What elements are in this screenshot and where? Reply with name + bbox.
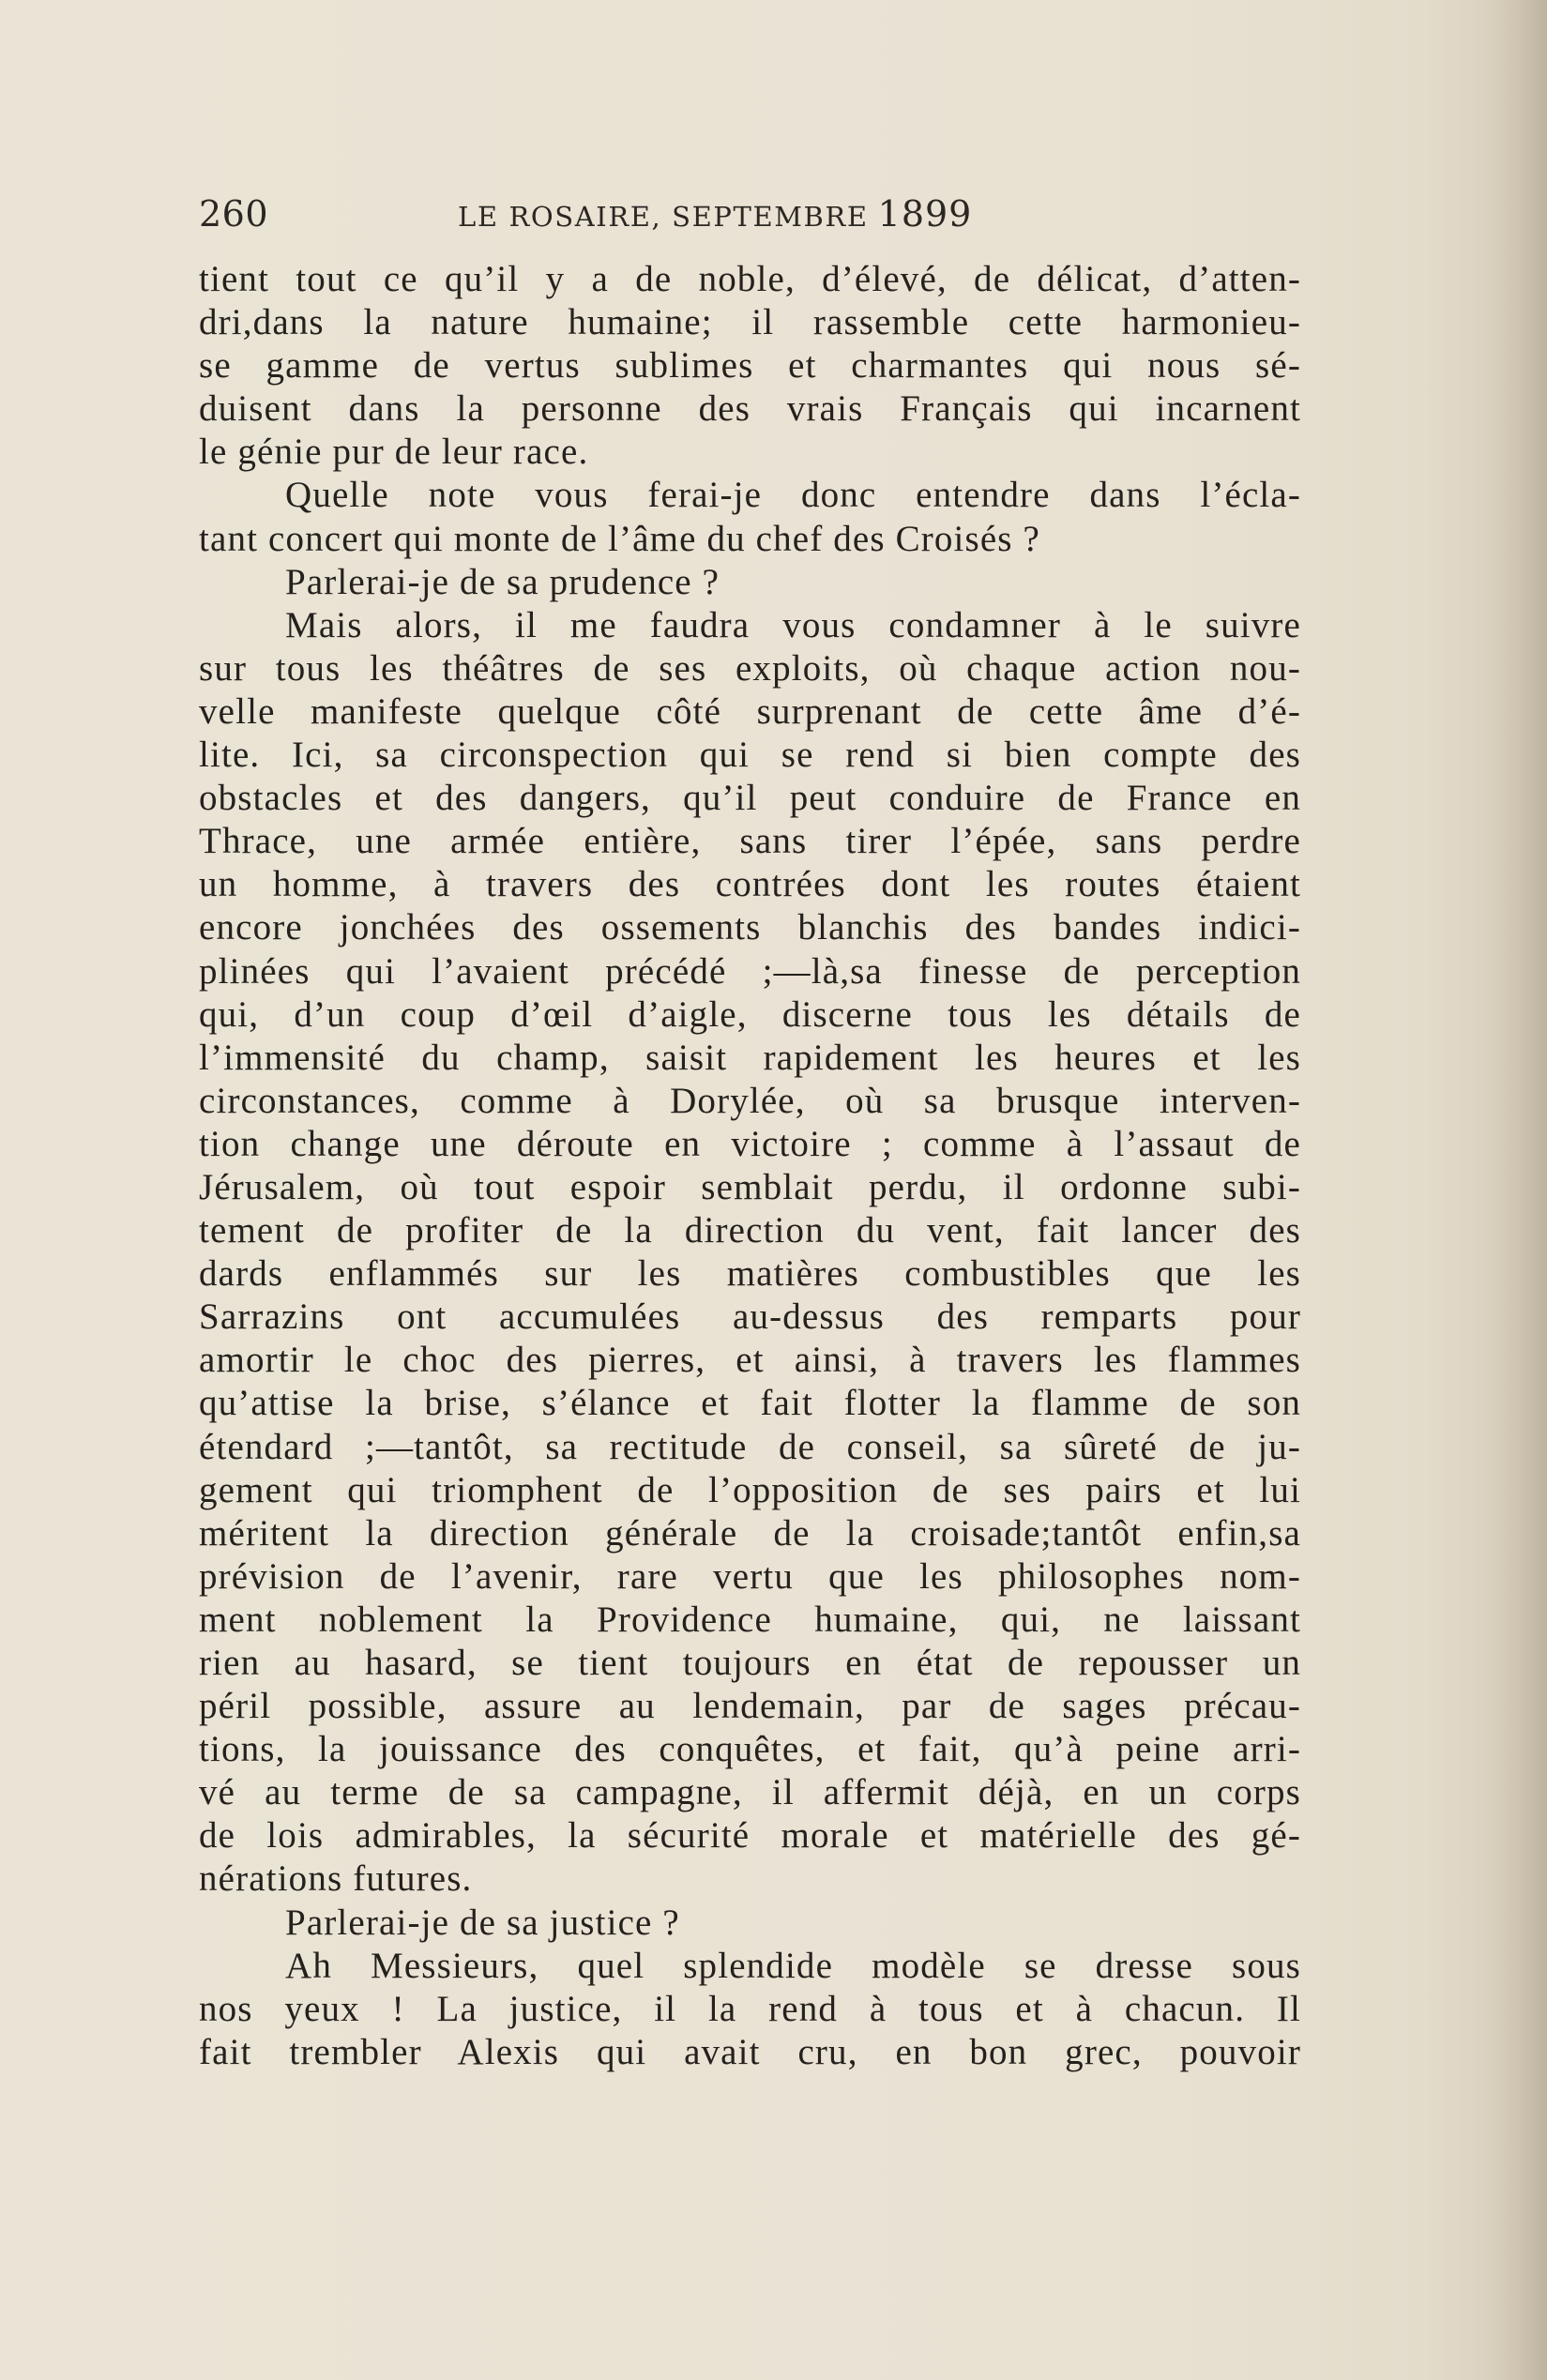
- page-edge-shadow: [1481, 0, 1547, 2380]
- text-line: Jérusalem, où tout espoir semblait perdu, il ordonne subi-: [199, 1166, 1301, 1207]
- text-line: circonstances, comme à Dorylée, où sa brusque interven-: [199, 1080, 1301, 1121]
- text-line: Ah Messieurs, quel splendide modèle se dresse sous: [285, 1945, 1301, 1986]
- text-line: tant concert qui monte de l’âme du chef des Croisés ?: [199, 518, 1040, 559]
- running-title-year: 1899: [877, 193, 973, 235]
- text-line: méritent la direction générale de la croisade;tantôt enfin,sa: [199, 1512, 1301, 1554]
- text-line: qui, d’un coup d’œil d’aigle, discerne tous les détails de: [199, 993, 1301, 1035]
- page-number: 260: [199, 193, 269, 235]
- text-line: dri,dans la nature humaine; il rassemble cette harmonieu-: [199, 302, 1301, 343]
- text-line: étendard ;—tantôt, sa rectitude de conseil, sa sûreté de ju-: [199, 1426, 1301, 1467]
- text-line: nérations futures.: [199, 1858, 473, 1900]
- body-text: [199, 258, 1301, 2074]
- text-line: lite. Ici, sa circonspection qui se rend si bien compte des: [199, 735, 1301, 776]
- text-line: prévision de l’avenir, rare vertu que les philosophes nom-: [199, 1555, 1301, 1597]
- running-title: [458, 190, 972, 240]
- text-line: l’immensité du champ, saisit rapidement les heures et les: [199, 1037, 1301, 1078]
- page-header: [199, 190, 1062, 237]
- text-line: vé au terme de sa campagne, il affermit déjà, en un corps: [199, 1772, 1301, 1813]
- text-line: nos yeux ! La justice, il la rend à tous et à chacun. Il: [199, 1988, 1301, 2029]
- text-line: sur tous les théâtres de ses exploits, où chaque action nou-: [199, 647, 1301, 689]
- text-line: tient tout ce qu’il y a de noble, d’élevé, de délicat, d’atten-: [199, 259, 1301, 299]
- text-line: gement qui triomphent de l’opposition de ses pairs et lui: [199, 1469, 1301, 1510]
- text-line: tement de profiter de la direction du vent, fait lancer des: [199, 1210, 1301, 1251]
- text-line: dards enflammés sur les matières combustibles que les: [199, 1253, 1301, 1295]
- text-line: se gamme de vertus sublimes et charmantes qui nous sé-: [199, 345, 1301, 387]
- text-line: duisent dans la personne des vrais Français qui incarnent: [199, 388, 1301, 430]
- text-line: tions, la jouissance des conquêtes, et fait, qu’à peine arri-: [199, 1729, 1301, 1770]
- text-line: plinées qui l’avaient précédé ;—là,sa finesse de perception: [199, 950, 1301, 992]
- text-line: encore jonchées des ossements blanchis des bandes indici-: [199, 907, 1301, 948]
- text-line: tion change une déroute en victoire ; comme à l’assaut de: [199, 1123, 1301, 1164]
- text-line: péril possible, assure au lendemain, par de sages précau-: [199, 1686, 1301, 1727]
- text-line: Thrace, une armée entière, sans tirer l’épée, sans perdre: [199, 821, 1301, 862]
- text-line: Parlerai-je de sa prudence ?: [285, 561, 720, 602]
- text-line: le génie pur de leur race.: [199, 432, 589, 473]
- text-line: Sarrazins ont accumulées au-dessus des remparts pour: [199, 1296, 1301, 1338]
- text-line: ment noblement la Providence humaine, qui, ne laissant: [199, 1599, 1301, 1640]
- text-line: qu’attise la brise, s’élance et fait flotter la flamme de son: [199, 1383, 1301, 1424]
- text-line: amortir le choc des pierres, et ainsi, à travers les flammes: [199, 1340, 1301, 1381]
- text-line: Parlerai-je de sa justice ?: [285, 1902, 680, 1943]
- text-line: velle manifeste quelque côté surprenant de cette âme d’é-: [199, 690, 1301, 732]
- text-line: un homme, à travers des contrées dont les routes étaient: [199, 864, 1301, 905]
- text-line: de lois admirables, la sécurité morale et matérielle des gé-: [199, 1815, 1301, 1857]
- text-line: Quelle note vous ferai-je donc entendre dans l’écla-: [285, 475, 1301, 516]
- text-line: obstacles et des dangers, qu’il peut conduire de France en: [199, 778, 1301, 819]
- text-line: Mais alors, il me faudra vous condamner à le suivre: [285, 604, 1301, 645]
- running-title-text: LE ROSAIRE, SEPTEMBRE: [458, 201, 869, 233]
- text-line: rien au hasard, se tient toujours en état de repousser un: [199, 1643, 1301, 1683]
- text-line: fait trembler Alexis qui avait cru, en bon grec, pouvoir: [199, 2031, 1301, 2072]
